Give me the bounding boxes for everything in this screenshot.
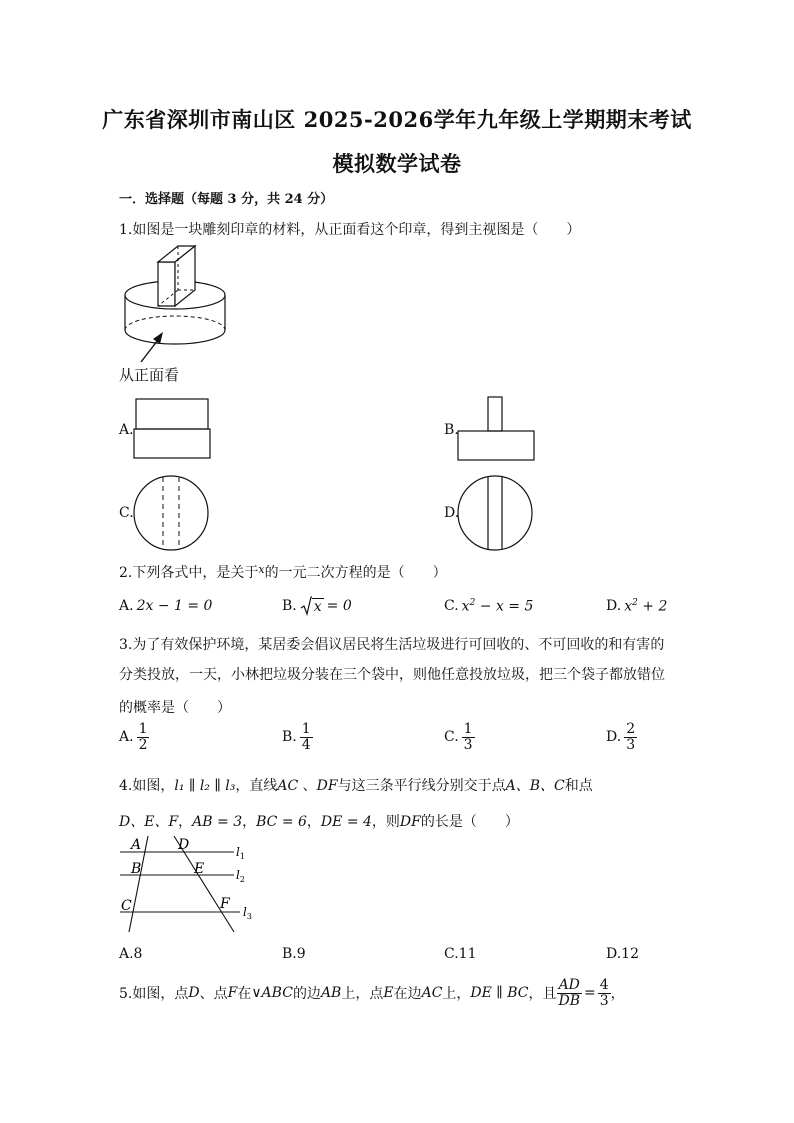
point-b-label: B	[131, 861, 142, 877]
q4-option-d: D.12	[606, 946, 639, 962]
q4-option-c: C.11	[444, 946, 477, 962]
question-3-line1: 3.为了有效保护环境，某居委会倡议居民将生活垃圾进行可回收的、不可回收的和有害的	[119, 637, 665, 653]
q2-option-b: B. x = 0	[282, 598, 352, 615]
option-b-figure	[457, 396, 537, 462]
option-a-label: A.	[119, 422, 134, 438]
line-l2-label: $l_2$	[236, 868, 245, 884]
option-d-label: D.	[444, 505, 460, 521]
question-4-line1: 4.如图，l₁ ∥ l₂ ∥ l₃，直线AC 、DF与这三条平行线分别交于点A、B、C和点	[119, 778, 593, 794]
question-3-line3: 的概率是（ ）	[119, 700, 231, 716]
q4-option-b: B.9	[282, 946, 306, 962]
point-d-label: D	[178, 837, 190, 853]
view-direction-caption: 从正面看	[119, 366, 180, 384]
seal-figure	[115, 240, 235, 365]
option-d-figure	[457, 474, 537, 554]
q2-option-c: C. $x^2 - x = 5$	[444, 598, 534, 615]
question-5-stem: 5.如图，点 D 、点 F 在 ∨ABC 的边 AB 上，点 E 在边 AC 上， DE ∥ BC ，且 $\frac{AD}{DB}$ = $\frac{4}{3}$ ，	[119, 976, 625, 1009]
line-l3-label: $l_3$	[243, 905, 252, 921]
document-title-line1: 广东省深圳市南山区 2025-2026学年九年级上学期期末考试	[102, 107, 692, 132]
q4-option-a: A.8	[119, 946, 143, 962]
q3-option-c: C. $\frac{1}{3}$	[444, 721, 473, 753]
section-heading: 一．选择题（每题 3 分，共 24 分）	[119, 192, 334, 207]
line-l1-label: $l_1$	[236, 845, 245, 861]
point-e-label: E	[194, 861, 205, 877]
question-2-stem: 2.下列各式中，是关于$^x$的一元二次方程的是（ ）	[119, 563, 447, 581]
document-title-line2: 模拟数学试卷	[332, 151, 462, 176]
parallel-lines-figure	[112, 834, 260, 936]
q3-option-b: B. $\frac{1}{4}$	[282, 721, 311, 753]
point-f-label: F	[220, 896, 230, 912]
option-b-label: B.	[444, 422, 459, 438]
option-a-figure	[133, 397, 213, 461]
question-3-line2: 分类投放，一天，小林把垃圾分装在三个袋中，则他任意投放垃圾，把三个袋子都放错位	[119, 667, 665, 683]
q2-option-a: A. 2x − 1 = 0	[119, 598, 213, 614]
question-4-line2: D、E、F，AB = 3，BC = 6，DE = 4，则DF的长是（ ）	[119, 814, 519, 830]
q3-option-a: A. $\frac{1}{2}$	[119, 721, 148, 753]
question-1-stem: 1.如图是一块雕刻印章的材料，从正面看这个印章，得到主视图是（ ）	[119, 222, 581, 238]
radical-sign-icon	[300, 596, 312, 616]
point-a-label: A	[131, 837, 142, 853]
q2-option-d: D. $x^2 + 2$	[606, 598, 668, 615]
option-c-label: C.	[119, 505, 134, 521]
q3-option-d: D. $\frac{2}{3}$	[606, 721, 636, 753]
point-c-label: C	[121, 898, 132, 914]
option-c-figure	[133, 474, 213, 554]
